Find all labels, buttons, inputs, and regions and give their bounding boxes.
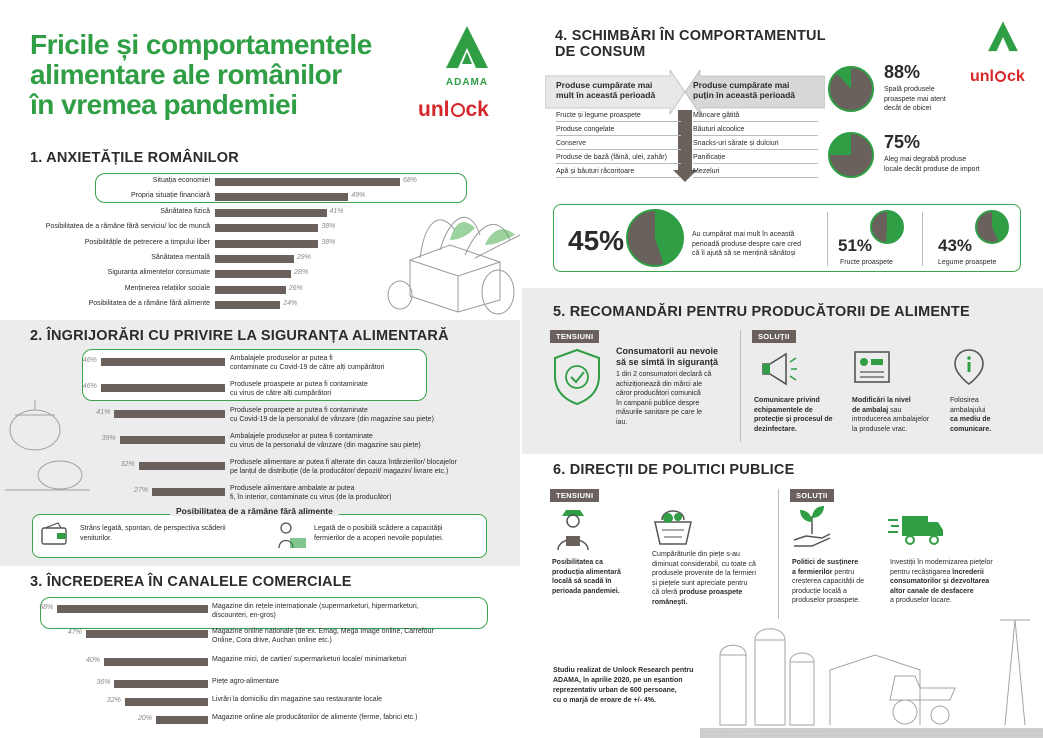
food-shortage-title: Posibilitatea de a rămâne fără alimente xyxy=(170,506,339,516)
food-safety-label-line: Ambalajele produselor ar putea fi xyxy=(230,355,333,362)
section-6-heading: 6. DIRECȚII DE POLITICI PUBLICE xyxy=(553,462,795,478)
tension-part: că oferă xyxy=(652,589,678,596)
channel-trust-value: 47% xyxy=(67,629,82,636)
pie-43 xyxy=(975,210,1009,244)
anxiety-label: Posibilitățile de petrecere a timpului liber xyxy=(84,238,210,246)
section-4-heading-line: 4. SCHIMBĂRI ÎN COMPORTAMENTUL xyxy=(555,28,826,44)
farm-illustration xyxy=(700,600,1043,738)
unlock-wordmark-tail: ck xyxy=(1007,68,1025,85)
solution-line: altor canale de desfacere xyxy=(890,587,974,595)
title-line-2: alimentare ale românilor xyxy=(30,59,342,90)
solution-communication xyxy=(754,396,833,434)
food-safety-value: 27% xyxy=(134,487,149,494)
more-bought-heading xyxy=(556,80,655,100)
stat-75-line: Aleg mai degrabă produse xyxy=(884,156,967,163)
tension-line: Posibilitatea ca xyxy=(552,559,603,566)
food-safety-bar xyxy=(120,436,225,444)
anxiety-bar xyxy=(215,255,294,263)
solution-bold-part: de ambalaj xyxy=(852,406,889,414)
food-safety-label xyxy=(230,432,421,450)
channel-trust-label xyxy=(212,627,434,645)
channel-trust-bar xyxy=(114,680,208,688)
solution-line: Modificări la nivel xyxy=(852,397,911,404)
solution-line: Investiții în modernizarea piețelor xyxy=(890,559,993,566)
anxiety-label: Siguranța alimentelor consumate xyxy=(107,269,210,277)
anxiety-bar xyxy=(215,193,348,201)
safety-need-title xyxy=(616,346,718,368)
more-bought-list xyxy=(556,108,681,178)
channel-trust-bar xyxy=(104,658,208,666)
more-bought-item: Produse de bază (făină, ulei, zahăr) xyxy=(556,150,681,164)
tension-line: producția alimentară xyxy=(552,568,621,576)
channel-trust-label xyxy=(212,695,382,704)
pie-45 xyxy=(626,209,684,267)
channel-trust-label-line: Magazine online naționale (de ex. Emag, Mega Image online, Carrefour xyxy=(212,628,434,635)
tensions-tag: TENSIUNI xyxy=(550,330,599,343)
food-shortage-left-line: veniturilor. xyxy=(80,534,112,542)
solution-line: creșterea capacității de xyxy=(792,578,864,585)
food-safety-label-line: Ambalajele produselor ar putea fi contaminate xyxy=(230,433,373,440)
section-3-heading: 3. ÎNCREDEREA ÎN CANALELE COMERCIALE xyxy=(30,574,352,590)
solution-bold-part: a fermierilor xyxy=(792,568,833,576)
less-bought-item: Panificație xyxy=(693,150,818,164)
anxiety-bar xyxy=(215,224,318,232)
anxiety-bar xyxy=(215,286,286,294)
anxiety-label: Situația economiei xyxy=(152,177,210,184)
adama-logo-icon xyxy=(985,20,1021,54)
farmer-icon xyxy=(552,506,594,552)
tension-line: perioada pandemiei. xyxy=(552,587,620,595)
stat-45-value: 45% xyxy=(568,225,625,256)
less-bought-list xyxy=(693,108,818,178)
stat-45-line: perioadă produse despre care cred xyxy=(692,240,801,248)
section-4-heading xyxy=(555,28,826,60)
food-safety-label-line: contaminate cu Covid-19 de către alți cumpărători xyxy=(230,364,385,371)
food-safety-label-line: Produsele alimentare ambalate ar putea xyxy=(230,485,355,492)
more-bought-item: Apă și băuturi răcoritoare xyxy=(556,164,681,178)
channel-trust-label xyxy=(212,602,419,620)
solution-line: dezinfectare. xyxy=(754,425,797,433)
vegetable-crate-illustration xyxy=(380,200,525,320)
channel-trust-label xyxy=(212,713,417,722)
more-bought-heading-line: mult în această perioadă xyxy=(556,90,656,100)
delivery-truck-icon xyxy=(888,512,944,548)
food-safety-label xyxy=(230,380,368,398)
anxiety-label: Menținerea relațiilor sociale xyxy=(124,284,210,292)
safety-need-text xyxy=(616,370,711,427)
anxiety-value: 28% xyxy=(294,269,309,277)
solution-line: echipamentele de xyxy=(754,406,813,414)
channel-trust-bar xyxy=(125,698,208,706)
tension-line: locală să scadă în xyxy=(552,578,612,585)
channel-trust-bar xyxy=(156,716,208,724)
solution-line: Politici de susținere xyxy=(792,559,859,566)
tensions-tag: TENSIUNI xyxy=(550,489,599,502)
anxiety-bar xyxy=(215,270,291,278)
less-bought-item: Băuturi alcoolice xyxy=(693,122,818,136)
tension-local-production xyxy=(552,558,621,596)
channel-trust-label-line: Online, Cora drive, Auchan online etc.) xyxy=(212,637,332,644)
stat-88-text xyxy=(884,85,946,114)
food-safety-label-line: Produsele proaspete ar putea fi contaminate xyxy=(230,381,368,388)
food-safety-label xyxy=(230,458,457,476)
unlock-logo xyxy=(418,98,489,122)
footnote-line: ADAMA, în aprilie 2020, pe un eșantion xyxy=(553,677,683,684)
food-shortage-left-line: Strâns legată, spontan, de perspectiva scăderii xyxy=(80,525,226,532)
channel-trust-value: 32% xyxy=(106,697,121,704)
divider xyxy=(740,330,741,442)
stat-43-text: Legume proaspete xyxy=(938,259,997,266)
food-safety-label-line: cu virus de către alți cumpărători xyxy=(230,390,332,397)
solution-line: ambalajului xyxy=(950,406,986,414)
section-5-heading: 5. RECOMANDĂRI PENTRU PRODUCĂTORII DE ALIMENTE xyxy=(553,304,970,320)
section-1-heading: 1. ANXIETĂȚILE ROMÂNILOR xyxy=(30,150,239,166)
title-line-3: în vremea pandemiei xyxy=(30,89,298,120)
footnote-line: reprezentativ urban de 600 persoane, xyxy=(553,687,677,694)
channel-trust-label xyxy=(212,677,279,686)
anxiety-bar xyxy=(215,178,400,186)
stat-75-value: 75% xyxy=(884,132,921,152)
tension-bold-part: produse proaspete xyxy=(679,589,743,596)
stat-51-value: 51% xyxy=(838,236,873,255)
unlock-wordmark: unl xyxy=(970,68,994,85)
safety-need-line: căror producători comunică xyxy=(616,390,701,397)
channel-trust-value: 40% xyxy=(86,657,101,664)
stat-88-line: decât de obicei xyxy=(884,105,932,112)
basket-icon xyxy=(652,504,694,548)
less-bought-item: Snacks-uri sărate și dulciuri xyxy=(693,136,818,150)
more-bought-item: Conserve xyxy=(556,136,681,150)
solution-line: comunicare. xyxy=(950,425,992,433)
tension-markets xyxy=(652,550,756,607)
safety-need-line: măsurile sanitare pe care le xyxy=(616,409,702,416)
lock-icon xyxy=(995,71,1006,82)
solutions-tag: SOLUȚII xyxy=(752,330,796,343)
anxiety-value: 38% xyxy=(321,238,336,246)
food-safety-bar xyxy=(139,462,225,470)
solution-line: Folosirea xyxy=(950,397,979,404)
stat-88-line: proaspete mai atent xyxy=(884,95,946,103)
solution-market-modernization xyxy=(890,558,993,606)
solution-pack-communication xyxy=(950,396,991,434)
solution-line: producție locală a xyxy=(792,587,847,595)
safety-need-line: în campanii publice despre xyxy=(616,399,700,407)
safety-need-title-line: Consumatorii au nevoie xyxy=(616,346,719,356)
stat-51-text: Fructe proaspete xyxy=(840,259,893,266)
channel-trust-label xyxy=(212,655,407,664)
solution-farmer-support xyxy=(792,558,864,606)
safety-need-line: iau. xyxy=(616,418,628,426)
wallet-icon xyxy=(40,522,70,548)
solution-packaging xyxy=(852,396,929,434)
food-safety-bar xyxy=(114,410,225,418)
anxiety-value: 41% xyxy=(329,207,344,215)
section-4-heading-line: DE CONSUM xyxy=(555,44,646,60)
solution-line: a produselor locare. xyxy=(890,597,952,604)
anxiety-bar xyxy=(215,240,318,248)
anxiety-value: 24% xyxy=(283,300,298,308)
channel-trust-bar xyxy=(57,605,208,613)
tension-line: Cumpărăturile din piețe s-au xyxy=(652,551,740,558)
farmer-produce-icon xyxy=(276,520,308,550)
food-safety-value: 32% xyxy=(120,461,135,468)
channel-trust-value: 58% xyxy=(39,604,54,611)
stat-45-text xyxy=(692,230,801,259)
stat-45-line: Au cumpărat mai mult în această xyxy=(692,231,795,238)
tension-line: și piețele sunt apreciate pentru xyxy=(652,579,748,587)
solution-line: ca mediu de xyxy=(950,416,991,423)
channel-trust-label-line: Magazine mici, de cartier/ supermarketuri locale/ minimarketuri xyxy=(212,656,407,663)
anxiety-label: Sănătatea mentală xyxy=(151,254,210,261)
adama-logo xyxy=(432,24,502,88)
lock-icon xyxy=(451,103,465,117)
food-safety-value: 46% xyxy=(82,357,97,364)
anxiety-label: Posibilitatea de a rămâne fără serviciu/ loc de muncă xyxy=(45,223,210,231)
tension-line: românești. xyxy=(652,598,688,606)
unlock-logo xyxy=(970,68,1025,86)
solution-line: Comunicare privind xyxy=(754,397,820,404)
more-bought-item: Fructe și legume proaspete xyxy=(556,108,681,122)
adama-wordmark: ADAMA xyxy=(445,77,489,88)
stat-88-value: 88% xyxy=(884,62,921,82)
food-safety-label-line: cu virus de la personalul de vânzare (din magazine sau piețe) xyxy=(230,442,421,449)
packaging-icon xyxy=(852,348,892,388)
section-2-heading: 2. ÎNGRIJORĂRI CU PRIVIRE LA SIGURANȚA ALIMENTARĂ xyxy=(30,328,449,344)
solution-line: consumatorilor și dezvoltarea xyxy=(890,578,990,585)
unlock-wordmark-tail: ck xyxy=(465,98,489,121)
solution-line: produselor proaspete. xyxy=(792,597,861,604)
food-safety-value: 46% xyxy=(82,383,97,390)
solution-line: la produsele vrac. xyxy=(852,425,908,433)
solution-line: protecție și procesul de xyxy=(754,416,833,423)
pie-88 xyxy=(828,66,874,112)
anxiety-value: 49% xyxy=(351,192,366,200)
stat-43-value: 43% xyxy=(938,236,973,255)
food-shortage-right-line: fermierilor de a acoperi nevoile populației. xyxy=(314,534,444,542)
solutions-tag: SOLUȚII xyxy=(790,489,834,502)
food-shortage-left-text xyxy=(80,524,226,543)
anxiety-label: Posibilitatea de a rămâne fără alimente xyxy=(88,300,210,308)
stat-45-line: că îi ajută să se mențină sănătoși xyxy=(692,250,796,257)
tension-line: produsele provenite de la fermieri xyxy=(652,570,756,577)
channel-trust-value: 36% xyxy=(96,679,111,686)
channel-trust-label-line: Magazine online ale producătorilor de alimente (ferme, fabrici etc.) xyxy=(212,714,418,721)
more-bought-item: Produse congelate xyxy=(556,122,681,136)
food-shortage-right-text xyxy=(314,524,444,543)
pie-75 xyxy=(828,132,874,178)
unlock-wordmark: unl xyxy=(418,98,450,121)
anxiety-label: Sănătatea fizică xyxy=(160,207,210,215)
food-safety-value: 41% xyxy=(96,409,111,416)
food-safety-bar xyxy=(101,358,225,366)
food-safety-label-line: Produsele alimentare ar putea fi alterate din cauza întârzierilor/ blocajelor xyxy=(230,459,457,466)
safety-need-title-line: să se simtă în siguranță xyxy=(616,357,719,367)
stat-88-line: Spală produsele xyxy=(884,86,935,93)
solution-bold-part: încrederii xyxy=(952,568,984,576)
anxiety-bar xyxy=(215,301,280,309)
solution-part: pentru recâștigarea xyxy=(890,568,951,576)
food-safety-value: 39% xyxy=(101,435,116,442)
kitchen-illustration xyxy=(0,370,95,500)
channel-trust-label-line: Livrări la domiciliu din magazine sau restaurante locale xyxy=(212,696,383,703)
food-safety-label-line: cu Covid-19 de la personalul de vânzare (din magazine sau piețe) xyxy=(230,416,434,423)
footnote-line: Studiu realizat de Unlock Research pentru xyxy=(553,667,694,674)
food-safety-label-line: fi, în interior, contaminate cu virus (de la producător) xyxy=(230,494,392,501)
anxiety-value: 38% xyxy=(321,223,336,231)
title-line-1: Fricile și comportamentele xyxy=(30,29,372,60)
plant-hand-icon xyxy=(792,504,832,548)
less-bought-heading-line: puțin în această perioadă xyxy=(693,90,796,100)
channel-trust-value: 20% xyxy=(138,715,153,722)
anxiety-value: 26% xyxy=(288,284,303,292)
megaphone-icon xyxy=(758,348,798,388)
channel-trust-label-line: Magazine din rețele internaționale (supermarketuri, hipermarketuri, xyxy=(212,603,419,610)
food-safety-bar xyxy=(101,384,225,392)
pie-51 xyxy=(870,210,904,244)
study-footnote xyxy=(553,666,693,706)
less-bought-heading xyxy=(693,80,795,100)
shield-check-icon xyxy=(552,348,602,406)
solution-part: sau xyxy=(888,406,902,414)
more-bought-heading-line: Produse cumpărate mai xyxy=(556,80,653,90)
stat-75-text xyxy=(884,155,980,174)
footnote-line: cu o marjă de eroare de +/- 4%. xyxy=(553,697,656,704)
anxiety-bar xyxy=(215,209,327,217)
anxiety-value: 29% xyxy=(296,254,311,261)
divider xyxy=(827,212,828,266)
info-pin-icon xyxy=(952,348,986,386)
page-title xyxy=(30,30,372,120)
tension-line: diminuat considerabil, cu toate că xyxy=(652,560,756,568)
less-bought-heading-line: Produse cumpărate mai xyxy=(693,80,790,90)
solution-part: pentru xyxy=(832,568,855,576)
solution-line: introducerea ambalajelor xyxy=(852,416,930,423)
channel-trust-label-line: discounteri, en-gros) xyxy=(212,612,276,619)
channel-trust-label-line: Piețe agro-alimentare xyxy=(212,678,279,685)
less-bought-item: Mezeluri xyxy=(693,164,818,178)
less-bought-item: Mâncare gătită xyxy=(693,108,818,122)
food-safety-label xyxy=(230,354,384,372)
divider xyxy=(922,212,923,266)
adama-logo-icon xyxy=(442,24,492,72)
food-shortage-right-line: Legată de o posibilă scădere a capacității xyxy=(314,525,443,532)
safety-need-line: achiziționează din mărci ale xyxy=(616,380,702,388)
anxiety-value: 68% xyxy=(402,177,417,184)
food-safety-label xyxy=(230,406,434,424)
channel-trust-bar xyxy=(86,630,208,638)
food-safety-label-line: pe lanțul de distribuție (de la producător/ depozit/ magazin/ livrare etc.) xyxy=(230,468,449,475)
food-safety-bar xyxy=(152,488,225,496)
food-safety-label xyxy=(230,484,391,502)
anxiety-label: Propria situație financiară xyxy=(131,192,210,200)
food-safety-label-line: Produsele proaspete ar putea fi contaminate xyxy=(230,407,368,414)
safety-need-line: 1 din 2 consumatori declară că xyxy=(616,371,712,378)
stat-75-line: locale decât produse de import xyxy=(884,165,980,173)
